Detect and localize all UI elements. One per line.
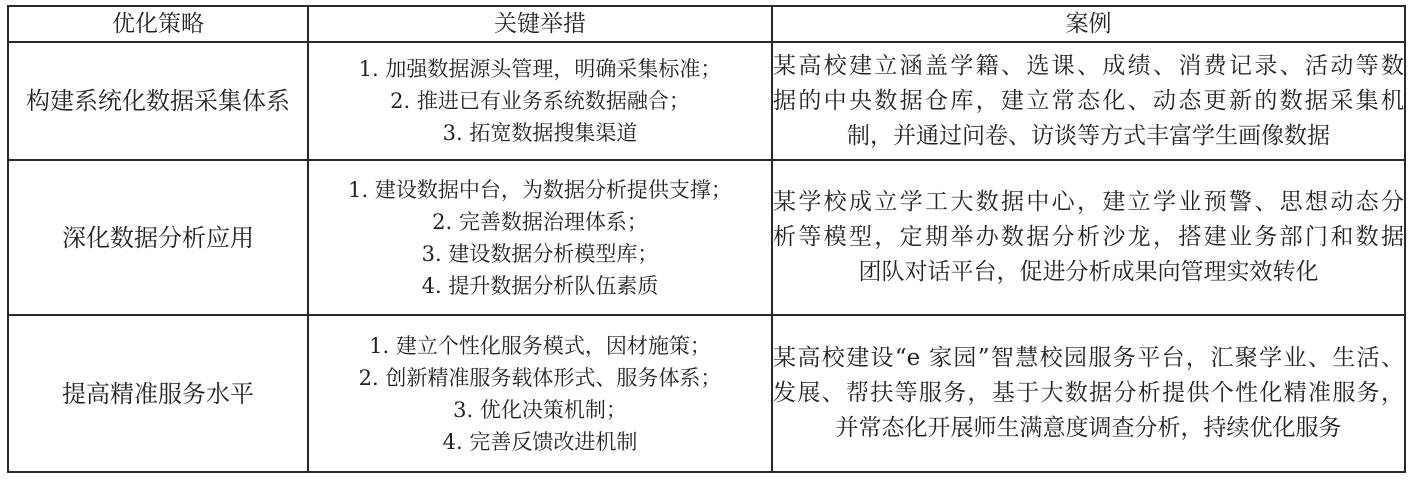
measures-cell bbox=[308, 160, 772, 315]
case-line: 某高校建立涵盖学籍、选课、成绩、消费记录、活动等数 bbox=[773, 52, 1404, 79]
measures-cell bbox=[308, 315, 772, 472]
strategy-cell: 构建系统化数据采集体系 bbox=[8, 42, 308, 160]
table-row bbox=[8, 315, 1405, 472]
case-line: 某学校成立学工大数据中心，建立学业预警、思想动态分 bbox=[773, 189, 1404, 215]
header-strategy: 优化策略 bbox=[8, 6, 308, 42]
case-line: 某高校建设“e 家园”智慧校园服务平台，汇聚学业、生活、 bbox=[773, 345, 1404, 371]
table-row bbox=[8, 160, 1405, 315]
header-row bbox=[8, 6, 1405, 42]
case-line: 团队对话平台，促进分析成果向管理实效转化 bbox=[858, 259, 1319, 285]
measures-cell bbox=[308, 42, 772, 160]
case-line: 制，并通过问卷、访谈等方式丰富学生画像数据 bbox=[847, 122, 1330, 149]
header-case: 案例 bbox=[772, 6, 1405, 42]
table-row bbox=[8, 42, 1405, 160]
measure-item: 4. 提升数据分析队伍素质 bbox=[421, 273, 659, 298]
case-line: 据的中央数据仓库，建立常态化、动态更新的数据采集机 bbox=[773, 87, 1404, 114]
case-line: 发展、帮扶等服务，基于大数据分析提供个性化精准服务， bbox=[773, 380, 1404, 406]
measure-item: 4. 完善反馈改进机制 bbox=[442, 429, 638, 454]
case-line: 析等模型，定期举办数据分析沙龙，搭建业务部门和数据 bbox=[773, 224, 1404, 250]
case-cell bbox=[772, 160, 1405, 315]
strategy-table bbox=[7, 5, 1406, 473]
measure-item: 3. 拓宽数据搜集渠道 bbox=[442, 121, 638, 145]
case-cell bbox=[772, 42, 1405, 160]
strategy-cell: 提高精准服务水平 bbox=[8, 315, 308, 472]
header-measures: 关键举措 bbox=[308, 6, 772, 42]
measure-item: 1. 加强数据源头管理，明确采集标准； bbox=[358, 57, 722, 81]
measure-item: 1. 建设数据中台，为数据分析提供支撑； bbox=[348, 177, 732, 202]
measure-item: 3. 优化决策机制； bbox=[453, 397, 627, 422]
measure-item: 3. 建设数据分析模型库； bbox=[421, 241, 659, 266]
strategy-cell: 深化数据分析应用 bbox=[8, 160, 308, 315]
measure-item: 2. 推进已有业务系统数据融合； bbox=[390, 89, 690, 113]
measure-item: 1. 建立个性化服务模式，因材施策； bbox=[369, 333, 711, 358]
case-cell bbox=[772, 315, 1405, 472]
measure-item: 2. 完善数据治理体系； bbox=[432, 209, 648, 234]
measure-item: 2. 创新精准服务载体形式、服务体系； bbox=[358, 365, 722, 390]
case-line: 并常态化开展师生满意度调查分析，持续优化服务 bbox=[835, 415, 1342, 441]
